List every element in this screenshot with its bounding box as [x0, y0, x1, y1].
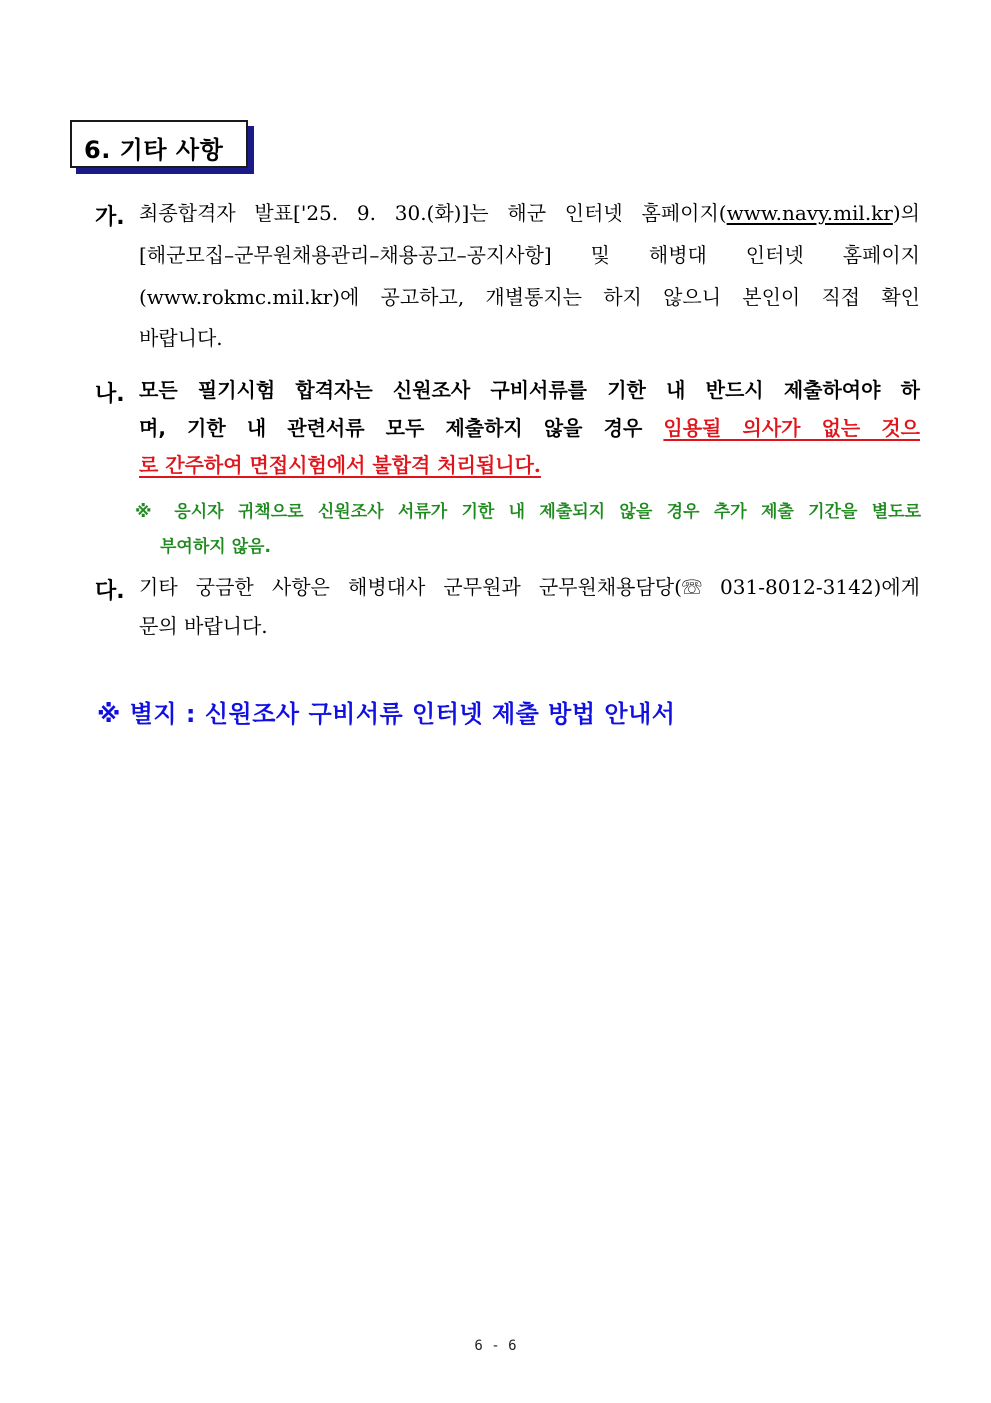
item-da-line-1: 기타 궁금한 사항은 해병대사 군무원과 군무원채용담당(☏ 031-8012-3142)에게: [139, 575, 920, 599]
item-da-line-2: 문의 바랍니다.: [139, 614, 268, 638]
note-line-2: 부여하지 않음.: [160, 537, 271, 557]
item-marker: 다.: [95, 579, 125, 604]
attachment-notice: ※ 별지 : 신원조사 구비서류 인터넷 제출 방법 안내서: [97, 700, 676, 728]
warning-text: 로 간주하여 면접시험에서 불합격 처리됩니다.: [139, 453, 541, 477]
page-number: 6 - 6: [474, 1338, 517, 1354]
item-ga-line-4: 바랍니다.: [139, 326, 223, 350]
item-ga-line-1: 최종합격자 발표['25. 9. 30.(화)]는 해군 인터넷 홈페이지(www.navy.mil.kr)의: [139, 201, 920, 225]
item-ga-line-3: (www.rokmc.mil.kr)에 공고하고, 개별통지는 하지 않으니 본인이 직접 확인: [139, 285, 920, 309]
item-marker: 나.: [95, 382, 125, 407]
section-title: 6. 기타 사항: [84, 136, 224, 164]
navy-website-link[interactable]: www.navy.mil.kr: [726, 201, 893, 225]
item-marker: 가.: [95, 205, 125, 230]
item-na-line-1: 모든 필기시험 합격자는 신원조사 구비서류를 기한 내 반드시 제출하여야 하: [139, 378, 920, 402]
item-na-line-3: [139, 455, 541, 475]
item-ga-line-2: [해군모집–군무원채용관리–채용공고–공지사항] 및 해병대 인터넷 홈페이지: [139, 243, 920, 267]
warning-text: 임용될 의사가 없는 것으: [663, 416, 920, 440]
section-heading-box: [70, 120, 248, 168]
item-na-line-2: 며, 기한 내 관련서류 모두 제출하지 않을 경우 임용될 의사가 없는 것으: [139, 416, 920, 440]
note-line-1: ※ 응시자 귀책으로 신원조사 서류가 기한 내 제출되지 않을 경우 추가 제출 기간을 별도로: [135, 502, 921, 522]
